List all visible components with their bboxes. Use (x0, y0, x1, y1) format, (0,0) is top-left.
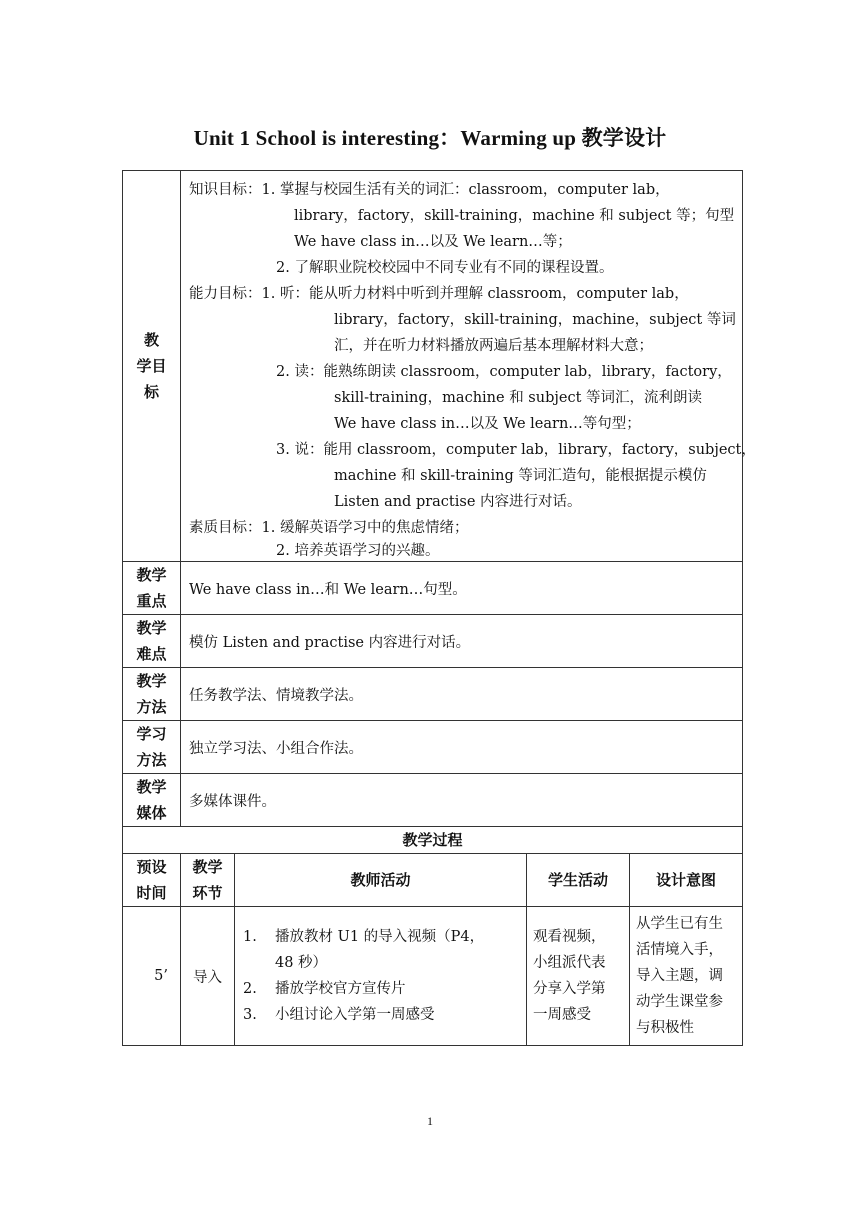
time-cell: 5’ (123, 907, 181, 1046)
row-label (123, 668, 181, 721)
label-line: 方法 (136, 751, 167, 769)
label-line: 教学 (136, 566, 167, 584)
row-label (123, 562, 181, 615)
quality-1: 1. 缓解英语学习中的焦虑情绪； (261, 520, 469, 536)
label-line: 教学 (136, 672, 167, 690)
teacher-activity-cell (235, 907, 527, 1046)
ability-3-line: 3. 说：能用 classroom，computer lab，library，factory，subject， (276, 442, 756, 458)
process-header-row (123, 827, 743, 854)
ability-3-line: Listen and practise 内容进行对话。 (334, 494, 582, 510)
ability-3-line: machine 和 skill-training 等词汇造句，能根据提示模仿 (334, 468, 707, 484)
text-line: 观看视频， (533, 929, 606, 945)
objectives-label (123, 171, 181, 562)
ability-2-line: We have class in…以及 We learn…等句型； (334, 416, 641, 432)
media-row (123, 774, 743, 827)
knowledge-label: 知识目标： (189, 182, 262, 198)
text-line: 一周感受 (533, 1007, 591, 1023)
difficulties-row (123, 615, 743, 668)
ability-1-line: 1. 听：能从听力材料中听到并理解 classroom，computer lab， (261, 286, 689, 302)
item-line: 48 秒） (275, 955, 328, 971)
row-value: 独立学习法、小组合作法。 (181, 721, 743, 774)
col-design-header: 设计意图 (630, 854, 743, 907)
quality-label: 素质目标： (189, 520, 262, 536)
knowledge-1-line: 1. 掌握与校园生活有关的词汇：classroom，computer lab， (261, 182, 670, 198)
ability-2-line: 2. 读：能熟练朗读 classroom，computer lab，library，factory， (276, 364, 732, 380)
text-line: 导入主题，调 (636, 968, 723, 984)
text-line: 动学生课堂参 (636, 994, 723, 1010)
ability-label: 能力目标： (189, 286, 262, 302)
row-value: 多媒体课件。 (181, 774, 743, 827)
label-line: 教学 (192, 858, 223, 876)
col-teacher-header: 教师活动 (235, 854, 527, 907)
stage-cell: 导入 (181, 907, 235, 1046)
knowledge-2: 2. 了解职业院校校园中不同专业有不同的课程设置。 (276, 260, 614, 276)
item-number: 2. (243, 981, 257, 997)
ability-2-line: skill-training，machine 和 subject 等词汇，流利朗读 (334, 390, 703, 406)
label-line: 媒体 (136, 804, 167, 822)
item-line: 小组讨论入学第一周感受 (275, 1007, 435, 1023)
label-line: 难点 (136, 645, 167, 663)
learning-methods-row (123, 721, 743, 774)
col-time-header (123, 854, 181, 907)
key-points-row (123, 562, 743, 615)
ability-1-line: library，factory，skill-training，machine，subject 等词 (334, 312, 736, 328)
label-line: 学习 (136, 725, 167, 743)
item-line: 播放教材 U1 的导入视频（P4， (275, 929, 485, 945)
list-item (243, 976, 518, 1002)
objectives-row (123, 171, 743, 562)
label-line: 教 (143, 331, 159, 349)
teacher-activity-list (235, 924, 526, 1028)
label-line: 标 (143, 383, 159, 401)
text-line: 分享入学第 (533, 981, 606, 997)
col-student-header: 学生活动 (527, 854, 630, 907)
process-columns-row (123, 854, 743, 907)
ability-1-line: 汇，并在听力材料播放两遍后基本理解材料大意； (334, 338, 653, 354)
document-title: Unit 1 School is interesting：Warming up 教学设计 (193, 126, 667, 150)
row-value: 任务教学法、情境教学法。 (181, 668, 743, 721)
knowledge-1-line: library，factory，skill-training，machine 和 subject 等；句型 (294, 208, 735, 224)
text-line: 与积极性 (636, 1020, 694, 1036)
design-intent-cell (630, 907, 743, 1046)
col-stage-header (181, 854, 235, 907)
teaching-methods-row (123, 668, 743, 721)
lesson-plan-table (122, 170, 756, 1046)
text-line: 活情境入手， (636, 942, 723, 958)
row-value: 模仿 Listen and practise 内容进行对话。 (181, 615, 743, 668)
page-number: 1 (427, 1114, 433, 1128)
objectives-content (181, 171, 756, 562)
quality-2: 2. 培养英语学习的兴趣。 (276, 543, 440, 559)
student-activity-cell (527, 907, 630, 1046)
list-item (243, 924, 518, 976)
label-line: 预设 (136, 858, 167, 876)
item-number: 1. (243, 929, 257, 945)
row-label (123, 774, 181, 827)
label-line: 教学 (136, 619, 167, 637)
label-line: 重点 (136, 592, 167, 610)
list-item (243, 1002, 518, 1028)
row-value: We have class in…和 We learn…句型。 (181, 562, 743, 615)
knowledge-1-line: We have class in…以及 We learn…等； (294, 234, 572, 250)
text-line: 从学生已有生 (636, 916, 723, 932)
process-row-intro (123, 907, 743, 1046)
label-line: 学目 (136, 357, 167, 375)
label-line: 方法 (136, 698, 167, 716)
item-line: 播放学校官方宣传片 (275, 981, 406, 997)
process-header: 教学过程 (123, 827, 743, 854)
item-number: 3. (243, 1007, 257, 1023)
row-label (123, 721, 181, 774)
label-line: 环节 (192, 884, 223, 902)
text-line: 小组派代表 (533, 955, 606, 971)
row-label (123, 615, 181, 668)
label-line: 教学 (136, 778, 167, 796)
label-line: 时间 (136, 884, 167, 902)
